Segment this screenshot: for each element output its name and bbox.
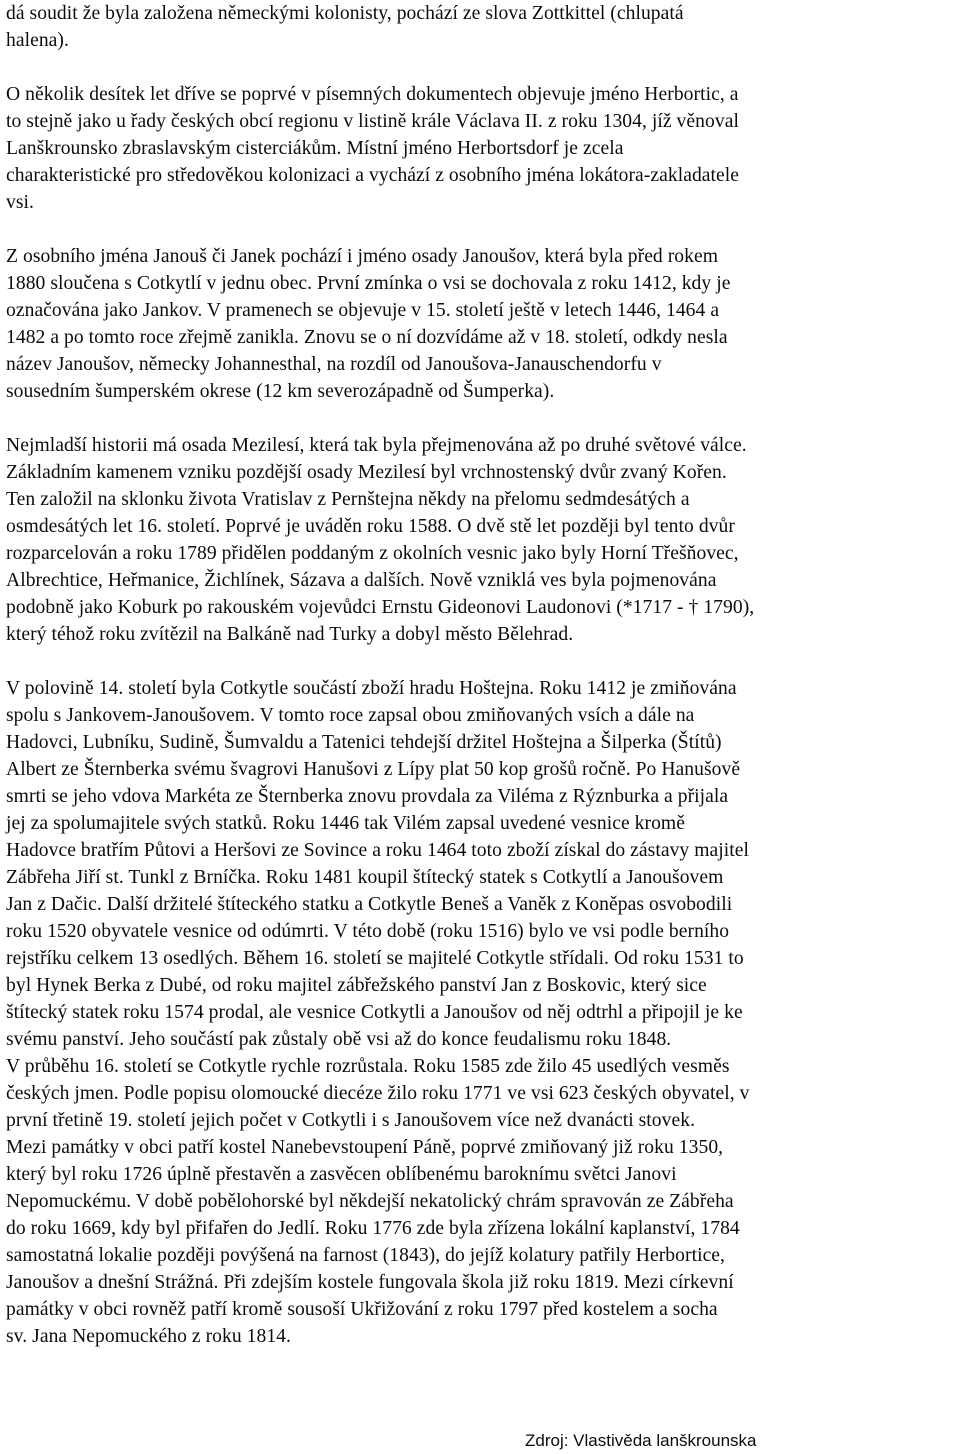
- paragraph-herbortice: O několik desítek let dříve se poprvé v písemných dokumentech objevuje jméno Herbortic, a to stejně jako u řady českých obcí regionu v listině krále Václava II. z roku 1304, jíž věnoval Lanškrounsko zbraslavským cisterciákům. Místní jméno Herbortsdorf je zcela charakteristické pro středověkou kolonizaci a vychází z osobního jména lokátora-zakladatele vsi.: [6, 84, 740, 213]
- paragraph-cotkytle-history: V polovině 14. století byla Cotkytle součástí zboží hradu Hoštejna. Roku 1412 je zmiňována spolu s Jankovem-Janoušovem. V tomto roce zapsal obou zmiňovaných vsích a dále na Hadovci, Lubníku, Sudině, Šumvaldu a Tatenici tehdejší držitel Hoštejna a Šilperka (Štítů) Albert ze Šternberka svému švagrovi Hanušovi z Lípy plat 50 kop grošů ročně. Po Hanušově smrti se jeho vdova Markéta ze Šternberka znovu provdala za Viléma z Rýznburka a přijala jej za spolumajitele svých statků. Roku 1446 tak Vilém zapsal uvedené vesnice kromě Hadovce bratřím Půtovi a Heršovi ze Sovince a roku 1464 toto zboží získal do zástavy majitel Zábřeha Jiří st. Tunkl z Brníčka. Roku 1481 koupil štítecký statek s Cotkytlí a Janoušovem Jan z Dačic. Další držitelé štíteckého statku a Cotkytle Beneš a Vaněk z Koněpas osvobodili roku 1520 obyvatele vesnice od odúmrti. V této době (roku 1516) bylo ve vsi podle berního rejstříku celkem 13 osedlých. Během 16. století se majitelé Cotkytle střídali. Od roku 1531 to byl Hynek Berka z Dubé, od roku majitel zábřežského panství Jan z Boskovic, který sice štítecký statek roku 1574 prodal, ale vesnice Cotkytli a Janoušov od něj odtrhl a připojil je ke svému panství. Jeho součástí pak zůstaly obě vsi až do konce feudalismu roku 1848. V průběhu 16. století se Cotkytle rychle rozrůstala. Roku 1585 zde žilo 45 usedlých vesměs českých jmen. Podle popisu olomoucké diecéze žilo roku 1771 ve vsi 623 českých obyvatel, v první třetině 19. století jejich počet v Cotkytli i s Janoušovem více než dvanácti stovek. Mezi památky v obci patří kostel Nanebevstoupení Páně, poprvé zmiňovaný již roku 1350, který byl roku 1726 úplně přestavěn a zasvěcen oblíbenému baroknímu světci Janovi Nepomuckému. V době pobělohorské byl někdejší nekatolický chrám spravován ze Zábřeha do roku 1669, kdy byl přifařen do Jedlí. Roku 1776 zde byla zřízena lokální kaplanství, 1784 samostatná lokalie později povýšená na farnost (1843), do jejíž kolatury patřily Herbortice, Janoušov a dnešní Strážná. Při zdejším kostele fungovala škola již roku 1819. Mezi církevní památky v obci rovněž patří kromě sousoší Ukřižování z roku 1797 před kostelem a socha sv. Jana Nepomuckého z roku 1814.: [6, 678, 750, 1347]
- paragraph-janousov: Z osobního jména Janouš či Janek pochází i jméno osady Janoušov, která byla před rokem 1880 sloučena s Cotkytlí v jednu obec. První zmínka o vsi se dochovala z roku 1412, kdy je označována jako Jankov. V pramenech se objevuje v 15. století ještě v letech 1446, 1464 a 1482 a po tomto roce zřejmě zanikla. Znovu se o ní dozvídáme až v 18. století, odkdy nesla název Janoušov, německy Johannesthal, na rozdíl od Janoušova-Janauschendorfu v sousedním šumperském okrese (12 km severozápadně od Šumperka).: [6, 246, 731, 402]
- source-note: Zdroj: Vlastivěda lanškrounska: [525, 1431, 757, 1450]
- paragraph-spacer: [6, 216, 958, 243]
- document-body: [6, 0, 958, 1350]
- paragraph-origin-of-name: dá soudit že byla založena německými kolonisty, pochází ze slova Zottkittel (chlupatá halena).: [6, 3, 684, 51]
- paragraph-spacer: [6, 648, 958, 675]
- paragraph-spacer: [6, 405, 958, 432]
- paragraph-spacer: [6, 54, 958, 81]
- paragraph-mezilesi: Nejmladší historii má osada Mezilesí, která tak byla přejmenována až po druhé světové válce. Základním kamenem vzniku pozdější osady Mezilesí byl vrchnostenský dvůr zvaný Kořen. Ten založil na sklonku života Vratislav z Pernštejna někdy na přelomu sedmdesátých a osmdesátých let 16. století. Poprvé je uváděn roku 1588. O dvě stě let později byl tento dvůr rozparcelován a roku 1789 přidělen poddaným z okolních vesnic jako byly Horní Třešňovec, Albrechtice, Heřmanice, Žichlínek, Sázava a dalších. Nově vzniklá ves byla pojmenována podobně jako Koburk po rakouském vojevůdci Ernstu Gideonovi Laudonovi (*1717 - † 1790), který téhož roku zvítězil na Balkáně nad Turky a dobyl město Bělehrad.: [6, 435, 755, 645]
